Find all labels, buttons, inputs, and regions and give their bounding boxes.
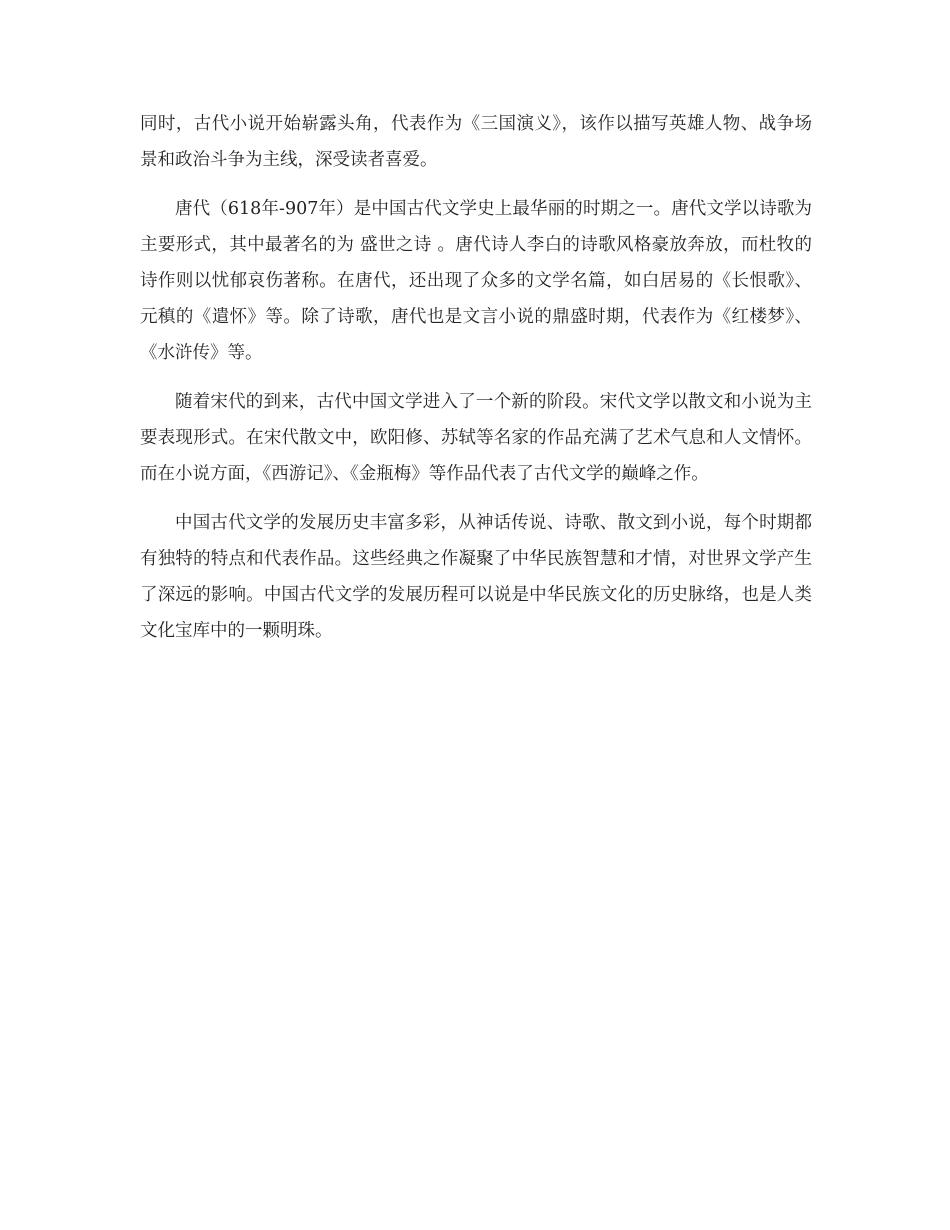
document-body (140, 106, 812, 662)
paragraph-tang-dynasty: 唐代（618年-907年）是中国古代文学史上最华丽的时期之一。唐代文学以诗歌为主要形式，其中最著名的为 盛世之诗 。唐代诗人李白的诗歌风格豪放奔放，而杜牧的诗作则以忧郁哀伤著称。在唐代，还出现了众多的文学名篇，如白居易的《长恨歌》、元稹的《遣怀》等。除了诗歌，唐代也是文言小说的鼎盛时期，代表作为《红楼梦》、《水浒传》等。 (140, 199, 812, 363)
paragraph-song-dynasty: 随着宋代的到来，古代中国文学进入了一个新的阶段。宋代文学以散文和小说为主要表现形式。在宋代散文中，欧阳修、苏轼等名家的作品充满了艺术气息和人文情怀。而在小说方面，《西游记》、《金瓶梅》等作品代表了古代文学的巅峰之作。 (140, 392, 812, 484)
paragraph-conclusion: 中国古代文学的发展历史丰富多彩，从神话传说、诗歌、散文到小说，每个时期都有独特的特点和代表作品。这些经典之作凝聚了中华民族智慧和才情，对世界文学产生了深远的影响。中国古代文学的发展历程可以说是中华民族文化的历史脉络，也是人类文化宝库中的一颗明珠。 (140, 513, 812, 641)
paragraph-continuation: 同时，古代小说开始崭露头角，代表作为《三国演义》，该作以描写英雄人物、战争场景和政治斗争为主线，深受读者喜爱。 (140, 114, 812, 170)
